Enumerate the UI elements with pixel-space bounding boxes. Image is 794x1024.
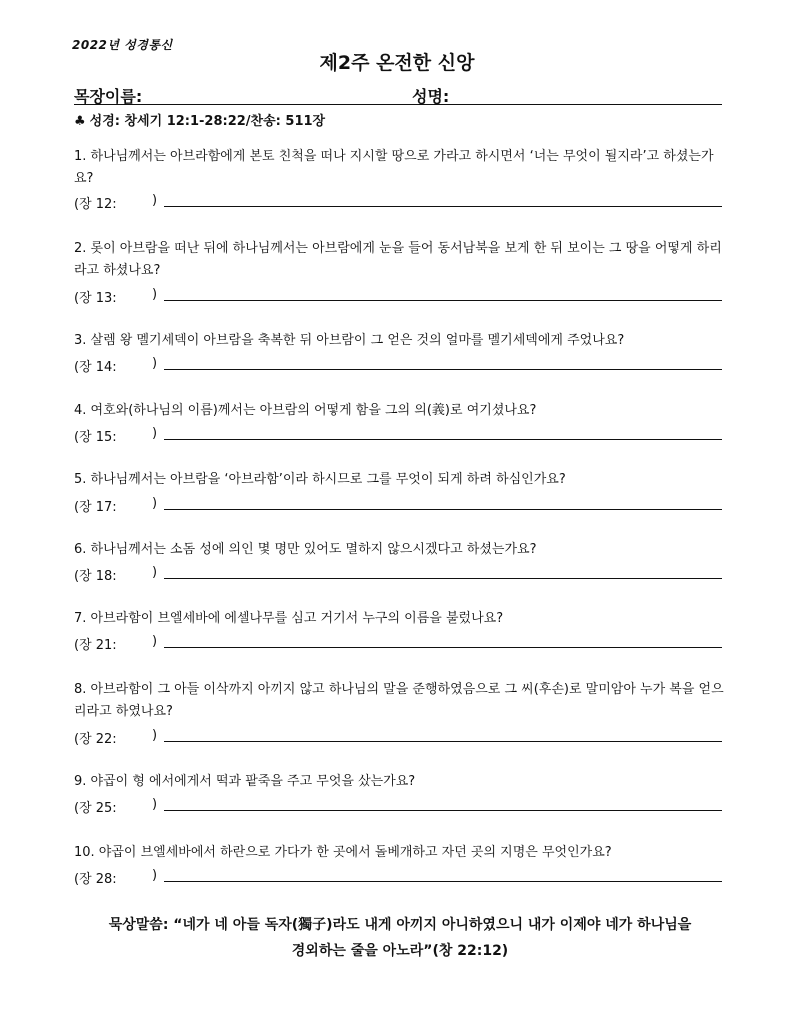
answer-line[interactable] (164, 369, 722, 370)
answer-row-8 (74, 728, 722, 748)
close-paren: ) (152, 426, 158, 441)
chapter-ref: (장 21: (74, 638, 117, 653)
answer-line[interactable] (164, 439, 722, 440)
question-text: 9. 야곱이 형 에서에게서 떡과 팥죽을 주고 무엇을 샀는가요? (74, 774, 416, 789)
scripture-text: 성경: 창세기 12:1-28:22/찬송: 511장 (89, 114, 326, 129)
close-paren: ) (152, 634, 158, 649)
page-title: 제2주 온전한 신앙 (319, 52, 475, 74)
question-text: 8. 아브라함이 그 아들 이삭까지 아끼지 않고 하나님의 말을 준행하였음으로 그 씨(후손)로 말미암아 누가 복을 얻으리라고 하였나요? (74, 682, 724, 719)
scripture-line (74, 110, 325, 129)
close-paren: ) (152, 193, 158, 208)
close-paren: ) (152, 868, 158, 883)
answer-row-6 (74, 565, 722, 585)
question-4 (74, 400, 726, 422)
question-text: 4. 여호와(하나님의 이름)께서는 아브람의 어떻게 함을 그의 의(義)로 여기셨나요? (74, 403, 537, 418)
answer-line[interactable] (164, 741, 722, 742)
close-paren: ) (152, 565, 158, 580)
chapter-ref: (장 28: (74, 872, 117, 887)
answer-row-10 (74, 868, 722, 888)
memory-verse-line-2: 경외하는 줄을 아노라”(창 22:12) (291, 943, 509, 959)
group-name-label: 목장이름: (74, 87, 143, 106)
answer-row-3 (74, 356, 722, 376)
chapter-ref: (장 22: (74, 732, 117, 747)
name-row (74, 84, 722, 105)
answer-line[interactable] (164, 300, 722, 301)
chapter-ref: (장 25: (74, 801, 117, 816)
close-paren: ) (152, 496, 158, 511)
question-text: 1. 하나님께서는 아브라함에게 본토 친척을 떠나 지시할 땅으로 가라고 하시면서 ‘너는 무엇이 될지라’고 하셨는가요? (74, 149, 714, 186)
question-5 (74, 469, 726, 491)
question-8 (74, 679, 726, 723)
question-text: 7. 아브라함이 브엘세바에 에셀나무를 심고 거기서 누구의 이름을 불렀나요? (74, 611, 504, 626)
answer-row-2 (74, 287, 722, 307)
answer-line[interactable] (164, 881, 722, 882)
corner-label: 2022년 성경통신 (72, 38, 173, 52)
answer-line[interactable] (164, 509, 722, 510)
memory-verse-line-1: 묵상말씀: “네가 네 아들 독자(獨子)라도 내게 아끼지 아니하였으니 내가 이제야 네가 하나님을 (108, 917, 692, 933)
club-icon: ♣ (74, 114, 86, 129)
question-10 (74, 842, 726, 864)
question-9 (74, 771, 726, 793)
question-2 (74, 238, 726, 282)
chapter-ref: (장 17: (74, 500, 117, 515)
answer-line[interactable] (164, 810, 722, 811)
question-text: 10. 야곱이 브엘세바에서 하란으로 가다가 한 곳에서 돌베개하고 자던 곳의 지명은 무엇인가요? (74, 845, 612, 860)
question-1 (74, 146, 726, 190)
answer-row-4 (74, 426, 722, 446)
question-text: 2. 롯이 아브람을 떠난 뒤에 하나님께서는 아브람에게 눈을 들어 동서남북을 보게 한 뒤 보이는 그 땅을 어떻게 하리라고 하셨나요? (74, 241, 722, 278)
person-name-label: 성명: (412, 87, 450, 106)
chapter-ref: (장 13: (74, 291, 117, 306)
answer-line[interactable] (164, 578, 722, 579)
answer-row-7 (74, 634, 722, 654)
chapter-ref: (장 14: (74, 360, 117, 375)
chapter-ref: (장 15: (74, 430, 117, 445)
chapter-ref: (장 12: (74, 197, 117, 212)
question-text: 3. 살렘 왕 멜기세덱이 아브람을 축복한 뒤 아브람이 그 얻은 것의 얼마를 멜기세덱에게 주었나요? (74, 333, 625, 348)
question-text: 5. 하나님께서는 아브람을 ‘아브라함’이라 하시므로 그를 무엇이 되게 하려 하심인가요? (74, 472, 566, 487)
close-paren: ) (152, 356, 158, 371)
question-3 (74, 330, 726, 352)
answer-line[interactable] (164, 206, 722, 207)
question-text: 6. 하나님께서는 소돔 성에 의인 몇 명만 있어도 멸하지 않으시겠다고 하셨는가요? (74, 542, 537, 557)
answer-line[interactable] (164, 647, 722, 648)
chapter-ref: (장 18: (74, 569, 117, 584)
answer-row-1 (74, 193, 722, 213)
close-paren: ) (152, 287, 158, 302)
close-paren: ) (152, 797, 158, 812)
question-7 (74, 608, 726, 630)
answer-row-9 (74, 797, 722, 817)
answer-row-5 (74, 496, 722, 516)
close-paren: ) (152, 728, 158, 743)
memory-verse (74, 912, 726, 964)
question-6 (74, 539, 726, 561)
